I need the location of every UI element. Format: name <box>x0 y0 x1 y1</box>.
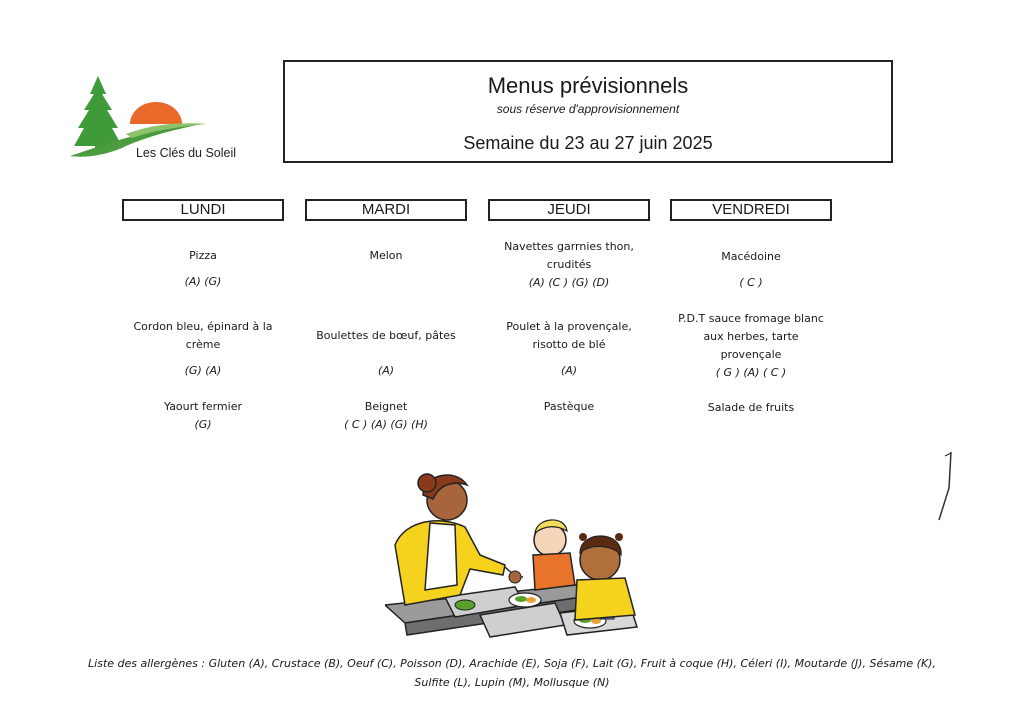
dish-name: Macédoine <box>721 250 781 263</box>
allergen-codes: (A) (C ) (G) (D) <box>528 276 610 289</box>
menu-item <box>118 398 288 434</box>
allergen-legend-line-1: Liste des allergènes : Gluten (A), Crustace (B), Oeuf (C), Poisson (D), Arachide (E), Soja (F), Lait (G), Fruit à coque (H), Céleri (I), Moutarde (J), Sésame (K), <box>88 657 936 670</box>
menu-item <box>301 398 471 434</box>
menu-item <box>674 310 828 382</box>
dish-name: Salade de fruits <box>707 401 795 414</box>
allergen-codes: (G) (A) <box>184 364 222 377</box>
page-subtitle: sous réserve d'approvisionnement <box>496 102 680 116</box>
margin-mark <box>935 450 955 529</box>
dish-name: Yaourt fermier <box>163 400 242 413</box>
logo <box>62 72 252 164</box>
dish-name: Boulettes de bœuf, pâtes <box>316 329 456 342</box>
menu-item <box>484 398 654 416</box>
week-label: Semaine du 23 au 27 juin 2025 <box>463 133 713 153</box>
dish-name: Pastèque <box>543 400 595 413</box>
day-header-jeudi: JEUDI <box>488 199 650 221</box>
allergen-codes: ( G ) (A) ( C ) <box>715 366 787 379</box>
cafeteria-server-children-icon <box>385 465 650 650</box>
page-title: Menus prévisionnels <box>487 73 689 98</box>
dish-name: Beignet <box>364 400 408 413</box>
title-box <box>283 60 893 163</box>
allergen-codes: ( C ) <box>739 276 763 289</box>
menu-item <box>496 238 642 292</box>
dish-name: Navettes garrnies thon, crudités <box>504 240 634 271</box>
allergen-legend-line-2: Sulfite (L), Lupin (M), Mollusque (N) <box>414 676 610 689</box>
menu-item <box>301 247 471 265</box>
cafeteria-illustration <box>385 465 650 650</box>
allergen-codes: (A) <box>377 364 395 377</box>
menu-item <box>301 327 471 380</box>
menu-item <box>496 318 642 380</box>
pen-stroke-icon <box>935 450 955 525</box>
allergen-codes: (A) (G) <box>184 275 222 288</box>
allergen-codes: (G) <box>194 418 212 431</box>
menu-item <box>666 248 836 292</box>
menu-item <box>666 399 836 417</box>
dish-name: P.D.T sauce fromage blanc aux herbes, tarte provençale <box>678 312 824 361</box>
dish-name: Pizza <box>189 249 217 262</box>
allergen-codes: ( C ) (A) (G) (H) <box>344 418 428 431</box>
menu-item <box>118 247 288 291</box>
dish-name: Melon <box>369 249 403 262</box>
allergen-legend <box>40 654 984 692</box>
logo-name: Les Clés du Soleil <box>135 146 237 160</box>
day-header-mardi: MARDI <box>305 199 467 221</box>
menu-item <box>128 318 278 380</box>
day-header-vendredi: VENDREDI <box>670 199 832 221</box>
allergen-codes: (A) <box>560 364 578 377</box>
dish-name: Poulet à la provençale, risotto de blé <box>506 320 632 351</box>
dish-name: Cordon bleu, épinard à la crème <box>133 320 273 351</box>
day-header-lundi: LUNDI <box>122 199 284 221</box>
